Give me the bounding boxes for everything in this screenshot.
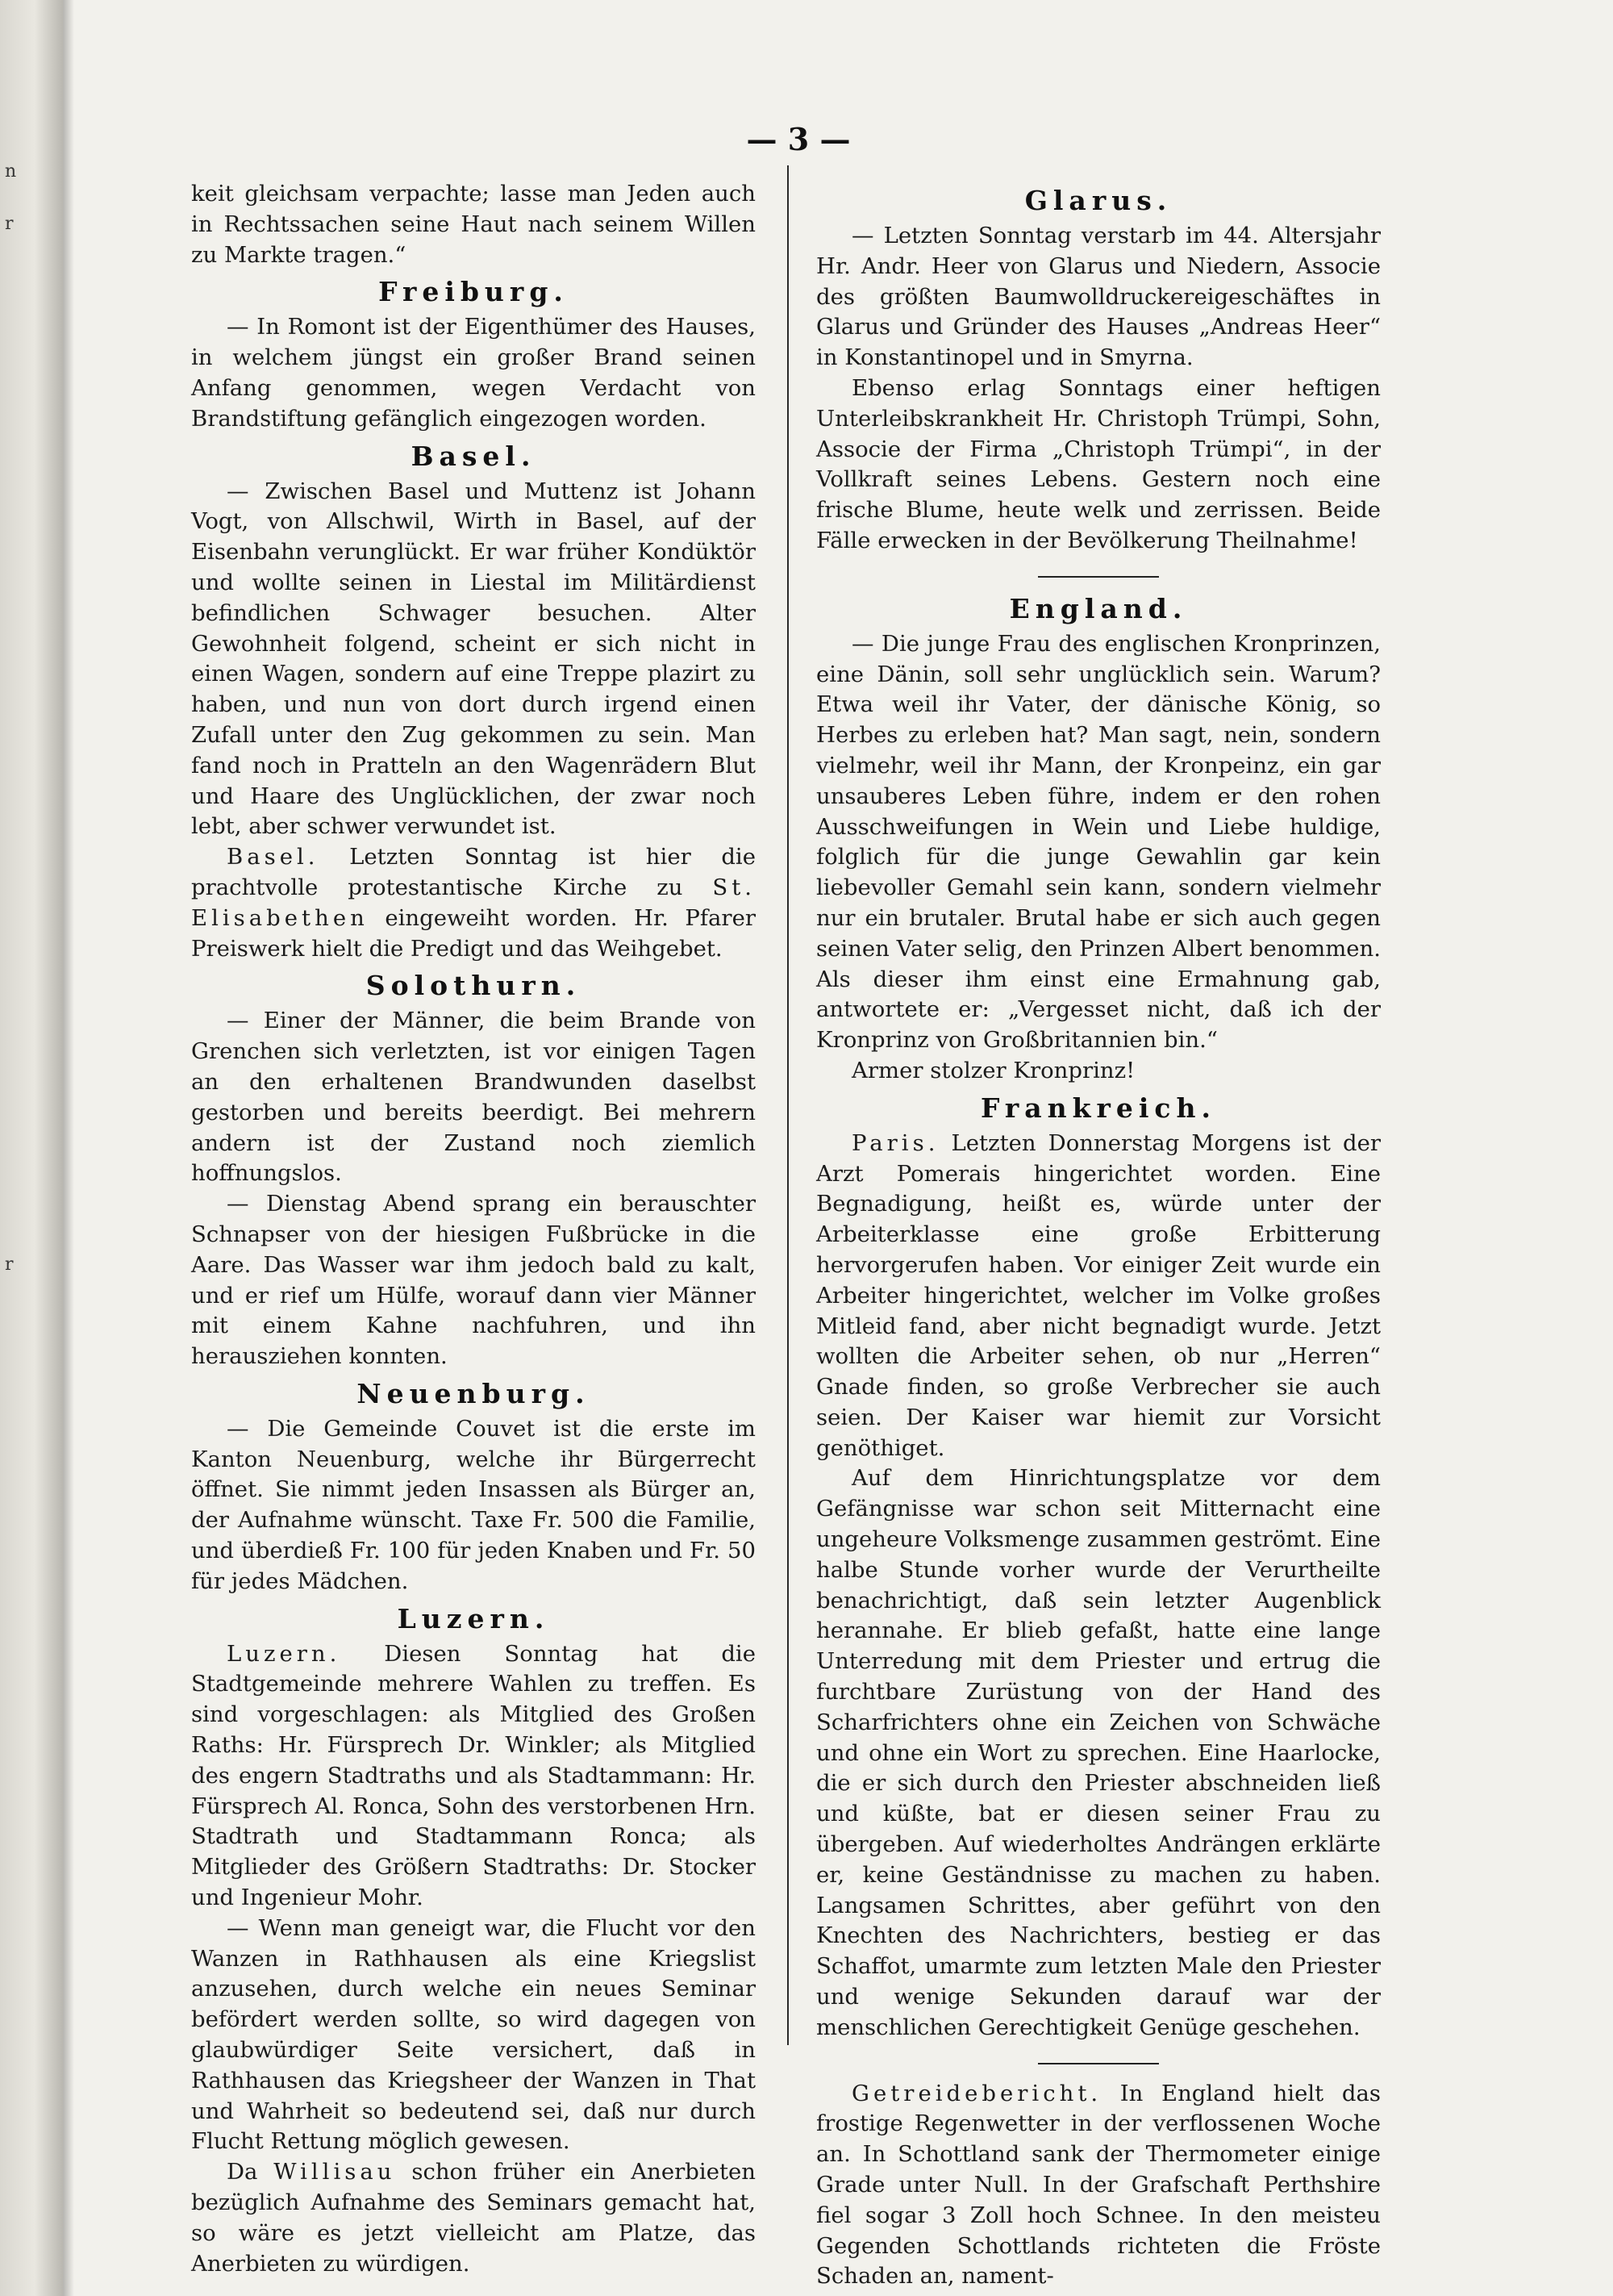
emphasis-name: Willisau bbox=[273, 2159, 396, 2185]
article-solothurn-1: — Einer der Männer, die beim Brande von Grenchen sich verletzten, ist vor einigen Tagen an den erhaltenen Brandwunden daselbst gestorben und bereits beerdigt. Bei mehrern andern ist der Zustand noch ziemlich hoffnungslos. bbox=[191, 1008, 756, 1187]
dateline: Luzern. bbox=[227, 1640, 341, 1667]
edge-mark: r bbox=[5, 1254, 14, 1275]
heading-neuenburg: Neuenburg. bbox=[356, 1377, 590, 1409]
article-frankreich-2: Auf dem Hinrichtungsplatze vor dem Gefängnisse war schon seit Mitternacht eine ungeheure Volksmenge zusammen geströmt. Eine halbe Stunde vorher wurde der Verurtheilte benachrichtigt, daß sein letzter Augenblick herannahe. Er blieb gefaßt, hatte eine lange Unterredung mit dem Priester und ertrug die furchtbare Zurüstung von der Hand des Scharfrichters ohne ein Zeichen von Schwäche und ohne ein Wort zu sprechen. Eine Haarlocke, die er sich durch den Priester abschneiden ließ und küßte, bat er diesen seiner Frau zu übergeben. Auf wiederholtes Andrängen erklärte er, keine Geständnisse zu machen zu haben. Langsamen Schrittes, aber geführt von den Knechten des Nachrichters, bestieg er das Schaffot, umarmte zum letzten Male den Priester und wenige Sekunden darauf war der menschlichen Gerechtigkeit Genüge geschehen. bbox=[816, 1465, 1381, 2040]
article-basel-2 bbox=[191, 842, 756, 964]
section-separator bbox=[1038, 576, 1159, 578]
emphasis-name: St. Elisabethen bbox=[191, 874, 756, 931]
text: Diesen Sonntag hat die Stadtgemeinde mehrere Wahlen zu treffen. Es sind vorgeschlagen: als Mitglied des Großen Raths: Hr. Fürsprech Dr. Winkler; als Mitglied des engern Stadtraths und als Stadtammann: Hr. Fürsprech Al. Ronca, Sohn des verstorbenen Hrn. Stadtrath und Stadtammann Ronca; als Mitglieder des Größern Stadtraths: Dr. Stocker und Ingenieur Mohr. bbox=[191, 1640, 756, 1911]
heading-glarus: Glarus. bbox=[1024, 185, 1173, 216]
text: schon früher ein Anerbieten bezüglich Aufnahme des Seminars gemacht hat, so wäre es jetzt vielleicht am Platze, das Anerbieten zu würdigen. bbox=[191, 2159, 756, 2277]
text: eingeweiht worden. Hr. Pfarer Preiswerk hielt die Predigt und das Weihgebet. bbox=[191, 904, 756, 962]
dateline: Getreidebericht. bbox=[852, 2080, 1102, 2106]
heading-frankreich: Frankreich. bbox=[981, 1092, 1216, 1124]
text: Letzten Donnerstag Morgens ist der Arzt Pomerais hingerichtet worden. Eine Begnadigung, heißt es, würde unter der Arbeiterklasse eine große Erbitterung hervorgerufen haben. Vor einiger Zeit wurde ein Arbeiter hingerichtet, welcher im Volke großes Mitleid fand, aber nicht begnadigt wurde. Jetzt wollten die Arbeiter sehen, ob nur „Herren“ Gnade finden, so große Verbrecher sie auch seien. Der Kaiser war hiemit zur Vorsicht genöthiget. bbox=[816, 1129, 1381, 1461]
text: In England hielt das frostige Regenwetter in der verflossenen Woche an. In Schottland sank der Thermometer einige Grade unter Null. In der Grafschaft Perthshire fiel sogar 3 Zoll hoch Schnee. In den meisteu Gegenden Schottlands richteten die Fröste Schaden an, nament- bbox=[816, 2080, 1381, 2290]
heading-luzern: Luzern. bbox=[397, 1602, 550, 1634]
fold-shadow bbox=[63, 0, 74, 2296]
article-luzern-2: — Wenn man geneigt war, die Flucht vor den Wanzen in Rathhausen als eine Kriegslist anzusehen, durch welche ein neues Seminar befördert werden sollte, so wird dagegen von glaubwürdiger Seite versichert, daß in Rathhausen das Kriegsheer der Wanzen in That und Wahrheit so bedeutend sei, daß nur durch Flucht Rettung möglich gewesen. bbox=[191, 1914, 756, 2155]
page-number: — 3 — bbox=[746, 121, 851, 157]
text: Da bbox=[227, 2159, 274, 2185]
right-column bbox=[816, 179, 1381, 2292]
article-freiburg: — In Romont ist der Eigenthümer des Hauses, in welchem jüngst ein großer Brand seinen Anfang genommen, wegen Verdacht von Brandstiftung gefänglich eingezogen worden. bbox=[191, 314, 756, 432]
article-solothurn-2: — Dienstag Abend sprang ein berauschter Schnapser von der hiesigen Fußbrücke in die Aare. Das Wasser war ihm jedoch bald zu kalt, und er rief um Hülfe, worauf dann vier Männer mit einem Kahne nachfuhren, und ihn herausziehen konnten. bbox=[191, 1191, 756, 1370]
article-england-2: Armer stolzer Kronprinz! bbox=[852, 1057, 1136, 1083]
intro-paragraph: keit gleichsam verpachte; lasse man Jeden auch in Rechtssachen seine Haut nach seinem Willen zu Markte tragen.“ bbox=[191, 181, 756, 268]
dateline: Paris. bbox=[852, 1129, 940, 1156]
article-frankreich-1 bbox=[816, 1129, 1381, 1464]
article-england-1: — Die junge Frau des englischen Kronprinzen, eine Dänin, soll sehr unglücklich sein. Warum? Etwa weil ihr Vater, der dänische König, so Herbes zu erleben hat? Man sagt, nein, sondern vielmehr, weil ihr Mann, der Kronpeinz, ein gar unsauberes Leben führe, indem er den rohen Ausschweifungen in Wein und Liebe huldige, folglich für die junge Gewahlin gar kein liebevoller Gemahl sein kann, sondern vielmehr nur ein brutaler. Brutal habe er sich auch gegen seinen Vater selig, den Prinzen Albert benommen. Als dieser ihm einst eine Ermahnung gab, antwortete er: „Vergesset nicht, daß ich der Kronprinz von Großbritannien bin.“ bbox=[816, 630, 1381, 1054]
adjacent-page-edge bbox=[0, 0, 63, 2296]
edge-mark: n bbox=[5, 161, 17, 182]
left-column bbox=[191, 179, 756, 2279]
article-luzern-1 bbox=[191, 1639, 756, 1914]
article-neuenburg: — Die Gemeinde Couvet ist die erste im Kanton Neuenburg, welche ihr Bürgerrecht öffnet. Sie nimmt jeden Insassen als Bürger an, der Aufnahme wünscht. Taxe Fr. 500 die Familie, und überdieß Fr. 100 für jeden Knaben und Fr. 50 für jedes Mädchen. bbox=[191, 1415, 756, 1594]
heading-england: England. bbox=[1009, 592, 1188, 624]
article-luzern-3 bbox=[191, 2157, 756, 2279]
heading-freiburg: Freiburg. bbox=[378, 276, 569, 308]
dateline: Basel. bbox=[227, 844, 319, 870]
article-glarus-2: Ebenso erlag Sonntags einer heftigen Unterleibskrankheit Hr. Christoph Trümpi, Sohn, Associe der Firma „Christoph Trümpi“, in der Vollkraft seines Lebens. Gestern noch eine frische Blume, heute welk und zerrissen. Beide Fälle erwecken in der Bevölkerung Theilnahme! bbox=[816, 374, 1381, 553]
article-getreidebericht bbox=[816, 2079, 1381, 2293]
text: Letzten Sonntag ist hier die prachtvolle protestantische Kirche zu bbox=[191, 844, 756, 900]
edge-mark: r bbox=[5, 214, 14, 234]
heading-basel: Basel. bbox=[411, 440, 536, 472]
article-basel-1: — Zwischen Basel und Muttenz ist Johann Vogt, von Allschwil, Wirth in Basel, auf der Eisenbahn verunglückt. Er war früher Kondüktör und wollte seinen in Liestal im Militärdienst befindlichen Schwager besuchen. Alter Gewohnheit folgend, scheint er sich nicht in einen Wagen, sondern auf eine Treppe plazirt zu haben, und nun von dort durch irgend einen Zufall unter den Zug gekommen zu sein. Man fand noch in Pratteln an den Wagenrädern Blut und Haare des Unglücklichen, der zwar noch lebt, aber schwer verwundet ist. bbox=[191, 478, 756, 840]
section-separator bbox=[1038, 2063, 1159, 2064]
column-divider bbox=[787, 165, 789, 2045]
heading-solothurn: Solothurn. bbox=[365, 970, 581, 1002]
article-glarus-1: — Letzten Sonntag verstarb im 44. Altersjahr Hr. Andr. Heer von Glarus und Niedern, Associe des größten Baumwolldruckereigeschäftes in Glarus und Gründer des Hauses „Andreas Heer“ in Konstantinopel und in Smyrna. bbox=[816, 223, 1381, 371]
